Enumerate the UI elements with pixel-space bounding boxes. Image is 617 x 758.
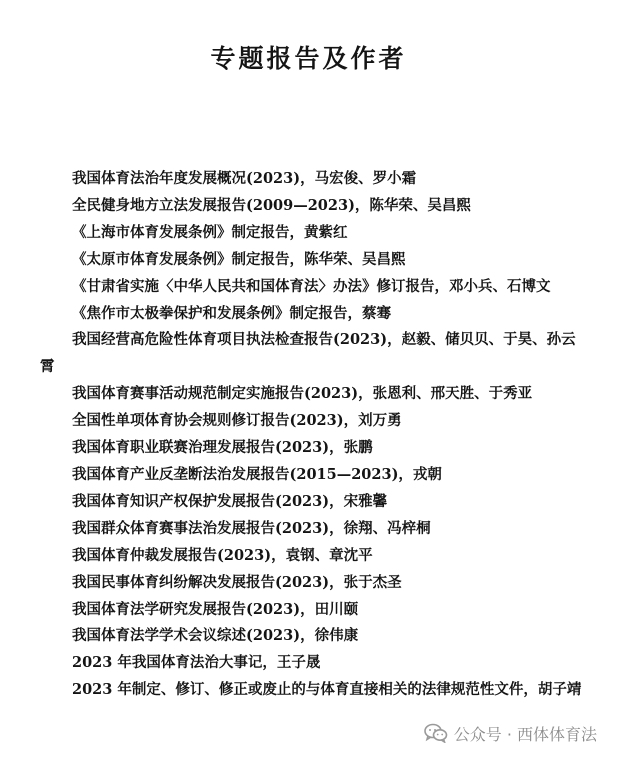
list-item: 2023 年制定、修订、修正或废止的与体育直接相关的法律规范性文件，胡子靖 [72, 681, 582, 699]
wechat-icon [424, 723, 448, 743]
list-item: 我国民事体育纠纷解决发展报告(2023)，张于杰圣 [72, 573, 402, 591]
watermark [424, 718, 597, 748]
list-item: 我国体育法学学术会议综述(2023)，徐伟康 [72, 627, 359, 645]
list-item: 我国体育赛事活动规范制定实施报告(2023)，张恩利、邢天胜、于秀亚 [72, 385, 533, 403]
list-item: 我国体育法治年度发展概况(2023)，马宏俊、罗小霜 [72, 170, 417, 187]
list-item: 全国性单项体育协会规则修订报告(2023)，刘万勇 [72, 412, 402, 430]
list-item: 全民健身地方立法发展报告(2009—2023)，陈华荣、吴昌熙 [72, 196, 471, 214]
page-title: 专题报告及作者 [210, 44, 407, 73]
list-item: 《甘肃省实施〈中华人民共和国体育法〉办法》修订报告，邓小兵、石博文 [72, 277, 551, 295]
list-item: 我国体育仲裁发展报告(2023)，袁钢、章沈平 [72, 546, 373, 564]
list-item: 我国体育知识产权保护发展报告(2023)，宋雅馨 [72, 492, 388, 510]
list-item: 我国体育产业反垄断法治发展报告(2015—2023)，戎朝 [72, 465, 442, 483]
list-item: 《上海市体育发展条例》制定报告，黄紫红 [72, 223, 348, 241]
list-item: 2023 年我国体育法治大事记，王子晟 [72, 654, 321, 672]
list-item: 我国体育职业联赛治理发展报告(2023)，张鹏 [72, 439, 373, 457]
list-item: 我国经营高危险性体育项目执法检查报告(2023)，赵毅、储贝贝、于昊、孙云霄 [40, 331, 576, 376]
list-item: 我国群众体育赛事法治发展报告(2023)，徐翔、冯梓桐 [72, 519, 431, 537]
watermark-text: 公众号 · 西体体育法 [453, 724, 597, 744]
list-item: 《太原市体育发展条例》制定报告，陈华荣、吴昌熙 [72, 250, 406, 268]
report-list [40, 166, 586, 704]
list-item: 我国体育法学研究发展报告(2023)，田川颐 [72, 600, 359, 618]
list-item: 《焦作市太极拳保护和发展条例》制定报告，蔡骞 [72, 304, 391, 322]
